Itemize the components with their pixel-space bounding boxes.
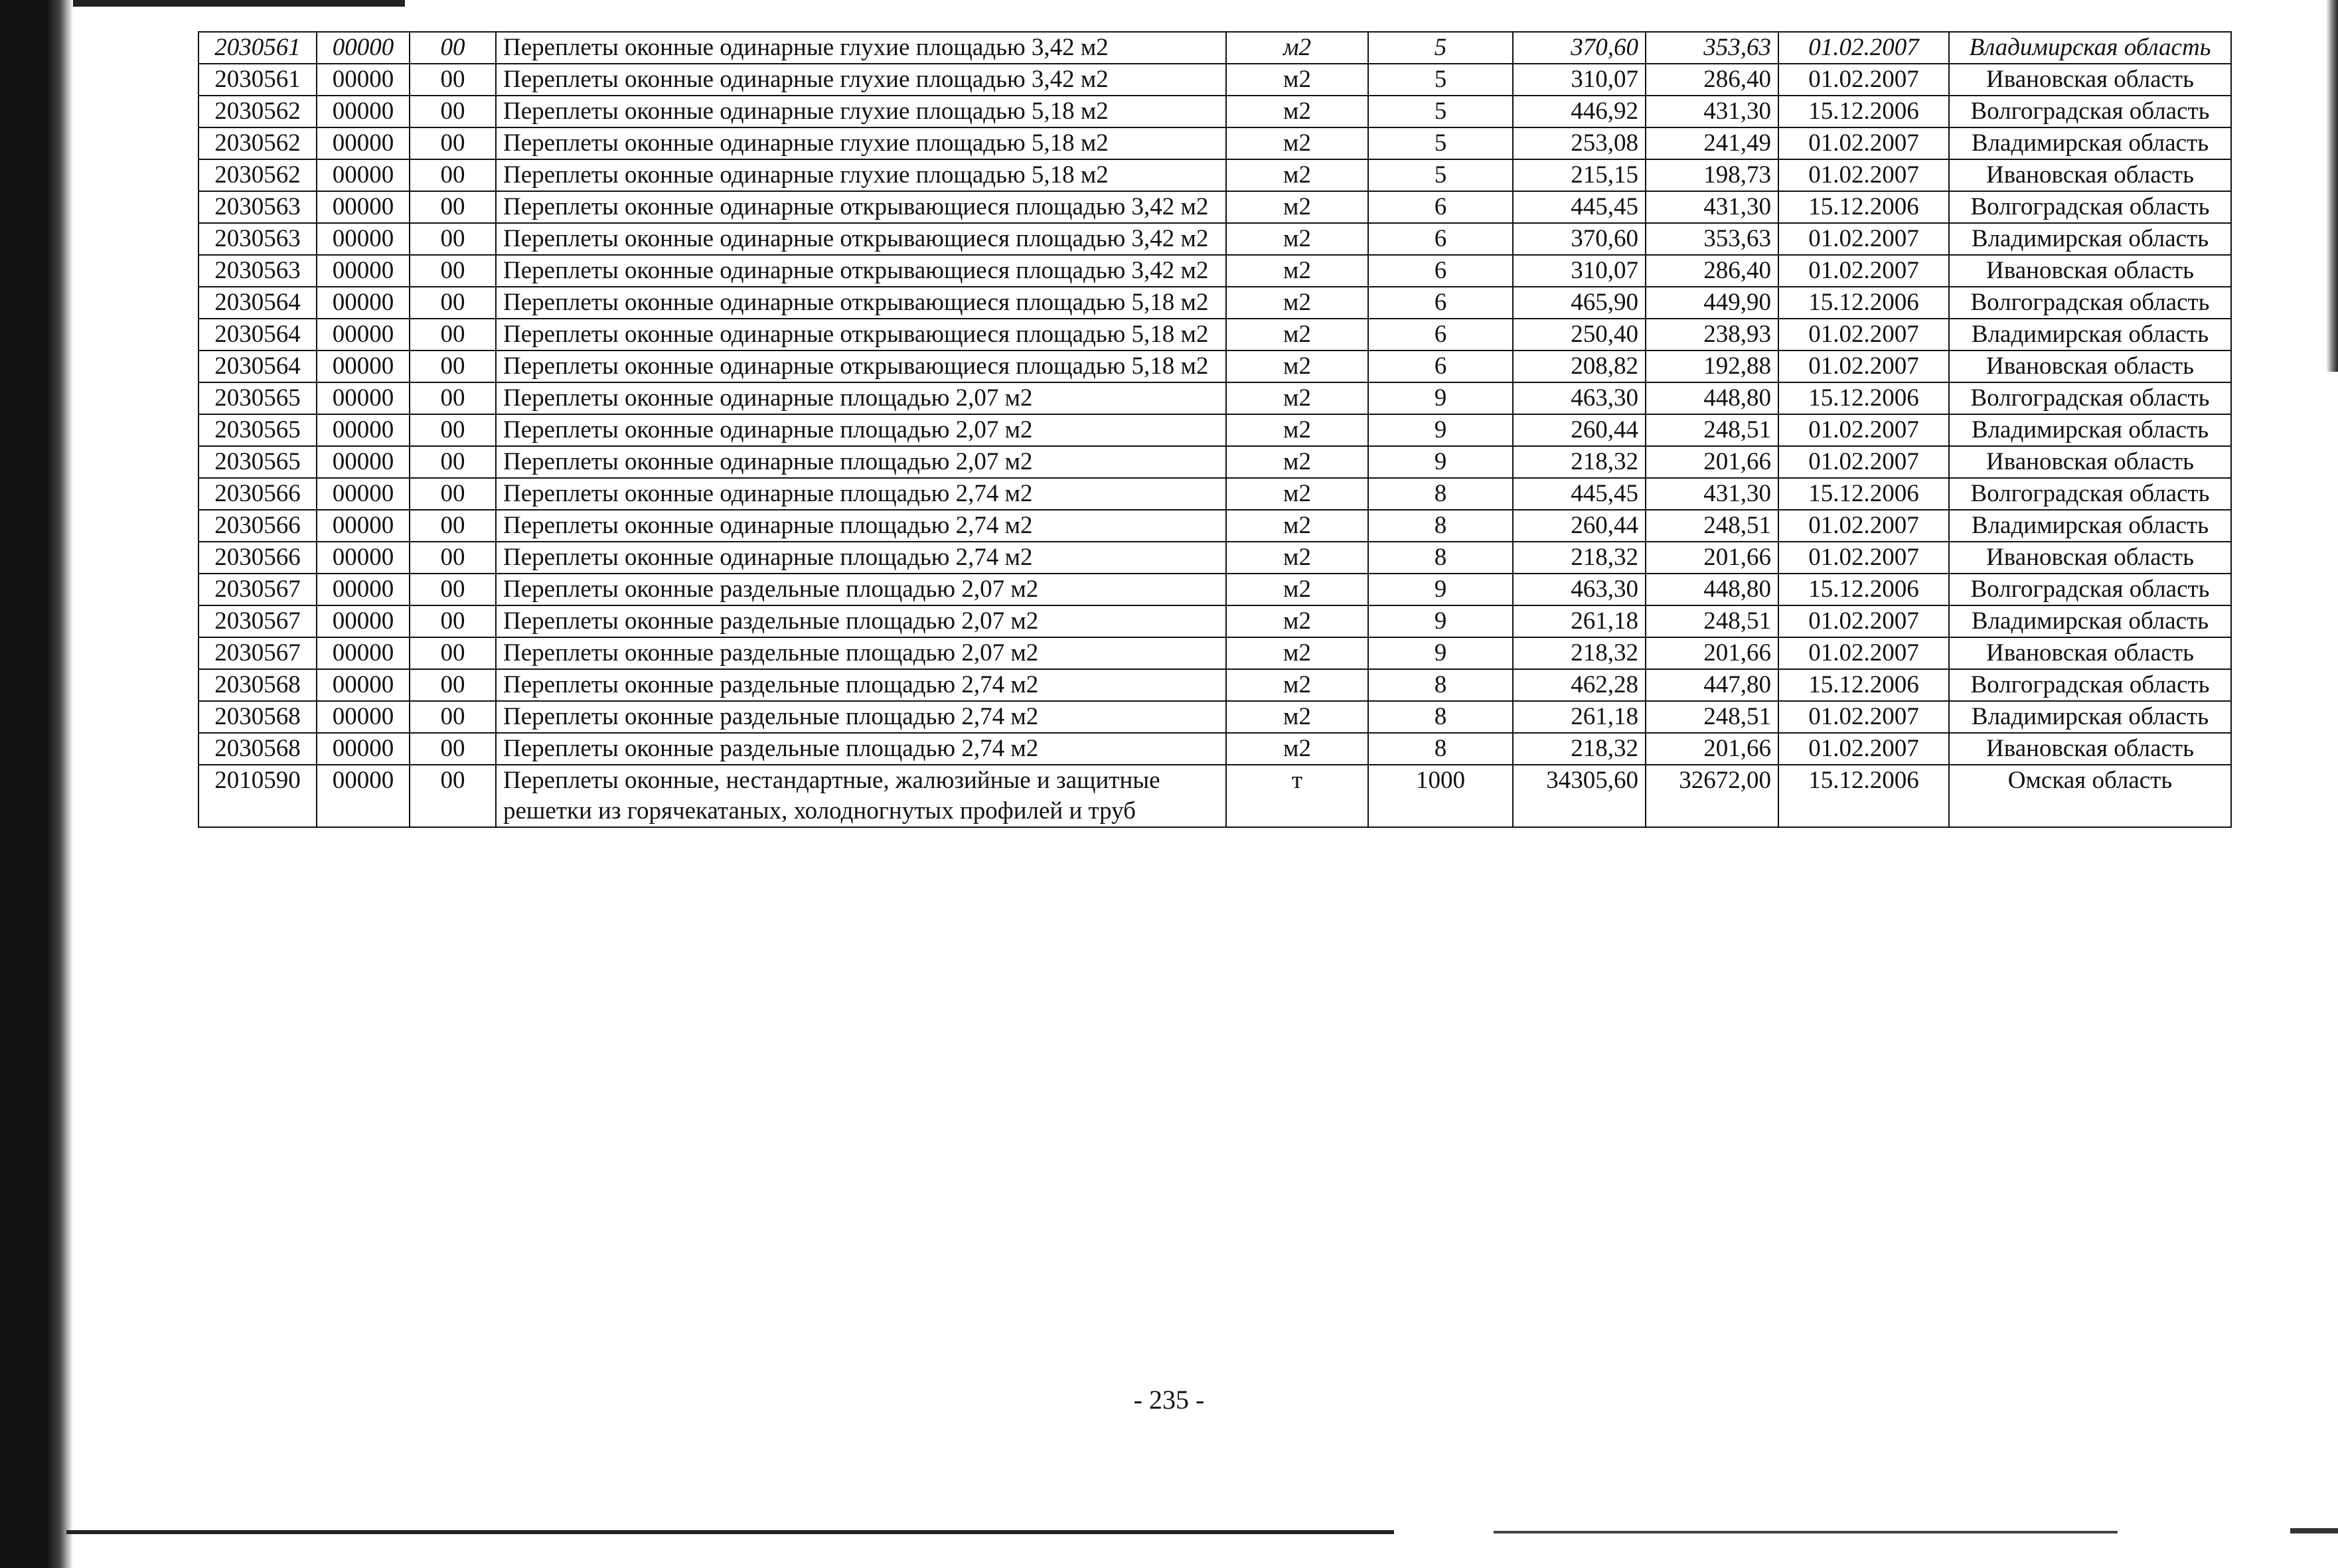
cell-name: Переплеты оконные одинарные глухие площадью 5,18 м2	[496, 127, 1226, 159]
cell-name: Переплеты оконные одинарные площадью 2,07 м2	[496, 446, 1226, 478]
cell-price-with-vat: 445,45	[1513, 478, 1646, 510]
cell-price-without-vat: 431,30	[1646, 96, 1778, 127]
cell-price-with-vat: 260,44	[1513, 414, 1646, 446]
cell-price-without-vat: 449,90	[1646, 287, 1778, 319]
cell-price-without-vat: 353,63	[1646, 223, 1778, 255]
cell-region: Владимирская область	[1949, 223, 2231, 255]
cell-date: 01.02.2007	[1778, 510, 1949, 542]
cell-price-without-vat: 201,66	[1646, 446, 1778, 478]
cell-price-with-vat: 215,15	[1513, 159, 1646, 191]
cell-region: Волгоградская область	[1949, 96, 2231, 127]
cell-price-with-vat: 250,40	[1513, 319, 1646, 351]
cell-unit: м2	[1226, 382, 1368, 414]
cell-class: 00	[410, 542, 496, 574]
cell-unit: м2	[1226, 351, 1368, 382]
cell-quantity: 9	[1368, 574, 1513, 605]
cell-code: 2030562	[198, 159, 317, 191]
cell-region: Ивановская область	[1949, 159, 2231, 191]
cell-name: Переплеты оконные раздельные площадью 2,74 м2	[496, 669, 1226, 701]
cell-price-without-vat: 353,63	[1646, 32, 1778, 64]
cell-region: Владимирская область	[1949, 605, 2231, 637]
cell-code: 2030563	[198, 223, 317, 255]
cell-unit: м2	[1226, 223, 1368, 255]
cell-price-without-vat: 201,66	[1646, 542, 1778, 574]
cell-region: Владимирская область	[1949, 32, 2231, 64]
table-row	[198, 510, 2231, 542]
cell-code: 2030562	[198, 96, 317, 127]
table-row	[198, 319, 2231, 351]
cell-class: 00	[410, 478, 496, 510]
cell-region: Владимирская область	[1949, 701, 2231, 733]
cell-region: Волгоградская область	[1949, 382, 2231, 414]
cell-subcode: 00000	[317, 127, 410, 159]
cell-name: Переплеты оконные раздельные площадью 2,07 м2	[496, 605, 1226, 637]
cell-unit: м2	[1226, 574, 1368, 605]
cell-date: 15.12.2006	[1778, 765, 1949, 827]
cell-unit: м2	[1226, 96, 1368, 127]
cell-price-with-vat: 261,18	[1513, 605, 1646, 637]
cell-subcode: 00000	[317, 733, 410, 765]
cell-class: 00	[410, 159, 496, 191]
table-row	[198, 287, 2231, 319]
cell-date: 01.02.2007	[1778, 32, 1949, 64]
cell-code: 2030567	[198, 637, 317, 669]
cell-subcode: 00000	[317, 191, 410, 223]
cell-unit: м2	[1226, 127, 1368, 159]
cell-code: 2030565	[198, 382, 317, 414]
cell-price-without-vat: 241,49	[1646, 127, 1778, 159]
cell-price-with-vat: 218,32	[1513, 542, 1646, 574]
cell-subcode: 00000	[317, 637, 410, 669]
cell-date: 01.02.2007	[1778, 701, 1949, 733]
cell-subcode: 00000	[317, 382, 410, 414]
cell-name: Переплеты оконные раздельные площадью 2,07 м2	[496, 637, 1226, 669]
cell-unit: м2	[1226, 637, 1368, 669]
cell-unit: м2	[1226, 510, 1368, 542]
table-row	[198, 191, 2231, 223]
cell-price-with-vat: 218,32	[1513, 637, 1646, 669]
table-row	[198, 478, 2231, 510]
cell-price-without-vat: 448,80	[1646, 382, 1778, 414]
cell-date: 15.12.2006	[1778, 287, 1949, 319]
cell-quantity: 6	[1368, 223, 1513, 255]
cell-quantity: 9	[1368, 446, 1513, 478]
cell-region: Ивановская область	[1949, 446, 2231, 478]
cell-region: Волгоградская область	[1949, 287, 2231, 319]
cell-quantity: 6	[1368, 191, 1513, 223]
cell-date: 15.12.2006	[1778, 669, 1949, 701]
cell-unit: м2	[1226, 669, 1368, 701]
scan-edge-bottom	[66, 1530, 1394, 1534]
cell-region: Ивановская область	[1949, 255, 2231, 287]
cell-subcode: 00000	[317, 446, 410, 478]
cell-quantity: 6	[1368, 351, 1513, 382]
cell-code: 2030561	[198, 32, 317, 64]
cell-price-without-vat: 248,51	[1646, 701, 1778, 733]
cell-class: 00	[410, 701, 496, 733]
cell-price-with-vat: 310,07	[1513, 64, 1646, 96]
cell-name: Переплеты оконные одинарные глухие площадью 3,42 м2	[496, 64, 1226, 96]
price-table-body	[198, 32, 2231, 827]
scan-edge-right	[2326, 0, 2338, 372]
cell-quantity: 5	[1368, 127, 1513, 159]
cell-quantity: 6	[1368, 319, 1513, 351]
cell-code: 2030564	[198, 351, 317, 382]
cell-code: 2030568	[198, 669, 317, 701]
table-row	[198, 64, 2231, 96]
cell-class: 00	[410, 287, 496, 319]
cell-name: Переплеты оконные раздельные площадью 2,74 м2	[496, 733, 1226, 765]
cell-date: 01.02.2007	[1778, 159, 1949, 191]
cell-code: 2030562	[198, 127, 317, 159]
cell-price-with-vat: 261,18	[1513, 701, 1646, 733]
cell-region: Ивановская область	[1949, 64, 2231, 96]
cell-class: 00	[410, 64, 496, 96]
cell-class: 00	[410, 96, 496, 127]
cell-quantity: 8	[1368, 669, 1513, 701]
cell-quantity: 5	[1368, 64, 1513, 96]
cell-name: Переплеты оконные одинарные площадью 2,74 м2	[496, 510, 1226, 542]
cell-class: 00	[410, 319, 496, 351]
cell-unit: м2	[1226, 478, 1368, 510]
cell-quantity: 9	[1368, 382, 1513, 414]
cell-price-with-vat: 445,45	[1513, 191, 1646, 223]
table-row	[198, 542, 2231, 574]
cell-price-without-vat: 238,93	[1646, 319, 1778, 351]
cell-quantity: 8	[1368, 542, 1513, 574]
cell-region: Владимирская область	[1949, 319, 2231, 351]
cell-subcode: 00000	[317, 64, 410, 96]
table-row	[198, 446, 2231, 478]
table-row	[198, 223, 2231, 255]
table-row	[198, 159, 2231, 191]
cell-subcode: 00000	[317, 669, 410, 701]
cell-name: Переплеты оконные одинарные площадью 2,07 м2	[496, 382, 1226, 414]
cell-price-with-vat: 370,60	[1513, 32, 1646, 64]
price-table	[198, 31, 2232, 828]
cell-subcode: 00000	[317, 414, 410, 446]
cell-class: 00	[410, 637, 496, 669]
cell-region: Волгоградская область	[1949, 191, 2231, 223]
cell-price-with-vat: 462,28	[1513, 669, 1646, 701]
cell-price-without-vat: 447,80	[1646, 669, 1778, 701]
cell-name: Переплеты оконные одинарные открывающиеся площадью 5,18 м2	[496, 287, 1226, 319]
cell-code: 2030564	[198, 287, 317, 319]
cell-unit: т	[1226, 765, 1368, 827]
cell-price-with-vat: 370,60	[1513, 223, 1646, 255]
cell-region: Ивановская область	[1949, 351, 2231, 382]
table-row	[198, 382, 2231, 414]
cell-date: 15.12.2006	[1778, 96, 1949, 127]
cell-price-with-vat: 446,92	[1513, 96, 1646, 127]
cell-price-with-vat: 463,30	[1513, 574, 1646, 605]
cell-quantity: 8	[1368, 701, 1513, 733]
cell-name: Переплеты оконные раздельные площадью 2,74 м2	[496, 701, 1226, 733]
cell-price-without-vat: 286,40	[1646, 255, 1778, 287]
cell-unit: м2	[1226, 605, 1368, 637]
cell-name: Переплеты оконные одинарные открывающиеся площадью 3,42 м2	[496, 223, 1226, 255]
cell-subcode: 00000	[317, 255, 410, 287]
cell-region: Владимирская область	[1949, 510, 2231, 542]
cell-subcode: 00000	[317, 510, 410, 542]
cell-name: Переплеты оконные раздельные площадью 2,07 м2	[496, 574, 1226, 605]
cell-subcode: 00000	[317, 96, 410, 127]
cell-date: 01.02.2007	[1778, 446, 1949, 478]
cell-unit: м2	[1226, 32, 1368, 64]
table-row	[198, 127, 2231, 159]
cell-subcode: 00000	[317, 701, 410, 733]
cell-date: 01.02.2007	[1778, 542, 1949, 574]
cell-subcode: 00000	[317, 605, 410, 637]
table-row	[198, 701, 2231, 733]
cell-name: Переплеты оконные одинарные площадью 2,74 м2	[496, 542, 1226, 574]
cell-region: Волгоградская область	[1949, 574, 2231, 605]
cell-subcode: 00000	[317, 159, 410, 191]
cell-code: 2030561	[198, 64, 317, 96]
cell-region: Омская область	[1949, 765, 2231, 827]
cell-quantity: 1000	[1368, 765, 1513, 827]
scan-edge-left	[0, 0, 73, 1568]
cell-price-without-vat: 431,30	[1646, 191, 1778, 223]
cell-quantity: 6	[1368, 255, 1513, 287]
cell-class: 00	[410, 765, 496, 827]
cell-quantity: 9	[1368, 414, 1513, 446]
scan-edge-bottom-2	[1494, 1531, 2118, 1533]
cell-code: 2030568	[198, 701, 317, 733]
cell-subcode: 00000	[317, 287, 410, 319]
cell-name: Переплеты оконные одинарные глухие площадью 3,42 м2	[496, 32, 1226, 64]
table-row	[198, 414, 2231, 446]
cell-name: Переплеты оконные одинарные открывающиеся площадью 5,18 м2	[496, 351, 1226, 382]
cell-price-with-vat: 465,90	[1513, 287, 1646, 319]
cell-date: 15.12.2006	[1778, 478, 1949, 510]
cell-region: Ивановская область	[1949, 733, 2231, 765]
table-row	[198, 605, 2231, 637]
cell-code: 2030564	[198, 319, 317, 351]
cell-date: 01.02.2007	[1778, 351, 1949, 382]
cell-class: 00	[410, 351, 496, 382]
cell-name: Переплеты оконные одинарные глухие площадью 5,18 м2	[496, 96, 1226, 127]
cell-date: 01.02.2007	[1778, 223, 1949, 255]
cell-name: Переплеты оконные одинарные площадью 2,07 м2	[496, 414, 1226, 446]
cell-class: 00	[410, 446, 496, 478]
cell-price-without-vat: 248,51	[1646, 605, 1778, 637]
cell-unit: м2	[1226, 191, 1368, 223]
cell-date: 15.12.2006	[1778, 382, 1949, 414]
cell-price-with-vat: 34305,60	[1513, 765, 1646, 827]
cell-price-without-vat: 286,40	[1646, 64, 1778, 96]
cell-unit: м2	[1226, 446, 1368, 478]
cell-subcode: 00000	[317, 32, 410, 64]
cell-quantity: 5	[1368, 32, 1513, 64]
cell-name: Переплеты оконные одинарные открывающиеся площадью 3,42 м2	[496, 255, 1226, 287]
cell-date: 01.02.2007	[1778, 64, 1949, 96]
cell-price-without-vat: 32672,00	[1646, 765, 1778, 827]
cell-region: Волгоградская область	[1949, 478, 2231, 510]
cell-subcode: 00000	[317, 542, 410, 574]
cell-name: Переплеты оконные одинарные глухие площадью 5,18 м2	[496, 159, 1226, 191]
cell-price-with-vat: 208,82	[1513, 351, 1646, 382]
cell-code: 2030563	[198, 255, 317, 287]
cell-class: 00	[410, 414, 496, 446]
cell-date: 01.02.2007	[1778, 414, 1949, 446]
cell-date: 01.02.2007	[1778, 319, 1949, 351]
cell-unit: м2	[1226, 319, 1368, 351]
cell-class: 00	[410, 223, 496, 255]
cell-unit: м2	[1226, 287, 1368, 319]
cell-subcode: 00000	[317, 765, 410, 827]
table-row	[198, 96, 2231, 127]
cell-date: 01.02.2007	[1778, 255, 1949, 287]
cell-price-without-vat: 201,66	[1646, 733, 1778, 765]
table-row	[198, 637, 2231, 669]
cell-quantity: 5	[1368, 159, 1513, 191]
cell-region: Владимирская область	[1949, 127, 2231, 159]
cell-class: 00	[410, 382, 496, 414]
cell-quantity: 8	[1368, 733, 1513, 765]
scan-edge-top	[73, 0, 405, 7]
cell-class: 00	[410, 32, 496, 64]
cell-name: Переплеты оконные одинарные открывающиеся площадью 5,18 м2	[496, 319, 1226, 351]
cell-subcode: 00000	[317, 574, 410, 605]
cell-quantity: 5	[1368, 96, 1513, 127]
cell-quantity: 6	[1368, 287, 1513, 319]
cell-price-with-vat: 260,44	[1513, 510, 1646, 542]
cell-code: 2030563	[198, 191, 317, 223]
cell-quantity: 8	[1368, 478, 1513, 510]
cell-code: 2030566	[198, 510, 317, 542]
cell-quantity: 8	[1368, 510, 1513, 542]
cell-price-with-vat: 463,30	[1513, 382, 1646, 414]
cell-code: 2030567	[198, 574, 317, 605]
cell-subcode: 00000	[317, 351, 410, 382]
cell-class: 00	[410, 191, 496, 223]
cell-price-without-vat: 201,66	[1646, 637, 1778, 669]
cell-price-with-vat: 218,32	[1513, 733, 1646, 765]
cell-price-without-vat: 198,73	[1646, 159, 1778, 191]
table-row	[198, 733, 2231, 765]
cell-code: 2030566	[198, 478, 317, 510]
cell-class: 00	[410, 605, 496, 637]
cell-price-with-vat: 310,07	[1513, 255, 1646, 287]
scan-edge-bottom-3	[2290, 1528, 2338, 1533]
cell-price-without-vat: 431,30	[1646, 478, 1778, 510]
cell-code: 2030567	[198, 605, 317, 637]
cell-unit: м2	[1226, 64, 1368, 96]
cell-class: 00	[410, 510, 496, 542]
cell-unit: м2	[1226, 542, 1368, 574]
cell-name: Переплеты оконные одинарные площадью 2,74 м2	[496, 478, 1226, 510]
cell-price-without-vat: 192,88	[1646, 351, 1778, 382]
table-row	[198, 765, 2231, 827]
price-table-wrapper	[198, 31, 2230, 828]
cell-date: 01.02.2007	[1778, 733, 1949, 765]
cell-quantity: 9	[1368, 605, 1513, 637]
cell-date: 01.02.2007	[1778, 605, 1949, 637]
cell-price-with-vat: 253,08	[1513, 127, 1646, 159]
cell-unit: м2	[1226, 159, 1368, 191]
cell-code: 2010590	[198, 765, 317, 827]
cell-unit: м2	[1226, 733, 1368, 765]
cell-code: 2030565	[198, 414, 317, 446]
cell-region: Ивановская область	[1949, 637, 2231, 669]
cell-class: 00	[410, 574, 496, 605]
cell-unit: м2	[1226, 414, 1368, 446]
cell-class: 00	[410, 733, 496, 765]
table-row	[198, 351, 2231, 382]
cell-class: 00	[410, 669, 496, 701]
cell-code: 2030565	[198, 446, 317, 478]
table-row	[198, 669, 2231, 701]
cell-price-without-vat: 248,51	[1646, 510, 1778, 542]
cell-date: 15.12.2006	[1778, 191, 1949, 223]
cell-price-with-vat: 218,32	[1513, 446, 1646, 478]
cell-region: Владимирская область	[1949, 414, 2231, 446]
cell-subcode: 00000	[317, 319, 410, 351]
page-number: - 235 -	[1133, 1385, 1205, 1415]
cell-date: 15.12.2006	[1778, 574, 1949, 605]
cell-quantity: 9	[1368, 637, 1513, 669]
cell-price-without-vat: 448,80	[1646, 574, 1778, 605]
cell-region: Волгоградская область	[1949, 669, 2231, 701]
cell-class: 00	[410, 255, 496, 287]
cell-subcode: 00000	[317, 223, 410, 255]
cell-code: 2030568	[198, 733, 317, 765]
table-row	[198, 255, 2231, 287]
cell-date: 01.02.2007	[1778, 637, 1949, 669]
cell-price-without-vat: 248,51	[1646, 414, 1778, 446]
cell-name: Переплеты оконные одинарные открывающиеся площадью 3,42 м2	[496, 191, 1226, 223]
table-row	[198, 32, 2231, 64]
cell-name: Переплеты оконные, нестандартные, жалюзийные и защитные решетки из горячекатаных, холодногнутых профилей и труб	[496, 765, 1226, 827]
cell-date: 01.02.2007	[1778, 127, 1949, 159]
cell-code: 2030566	[198, 542, 317, 574]
cell-class: 00	[410, 127, 496, 159]
table-row	[198, 574, 2231, 605]
cell-unit: м2	[1226, 255, 1368, 287]
cell-subcode: 00000	[317, 478, 410, 510]
cell-region: Ивановская область	[1949, 542, 2231, 574]
cell-unit: м2	[1226, 701, 1368, 733]
